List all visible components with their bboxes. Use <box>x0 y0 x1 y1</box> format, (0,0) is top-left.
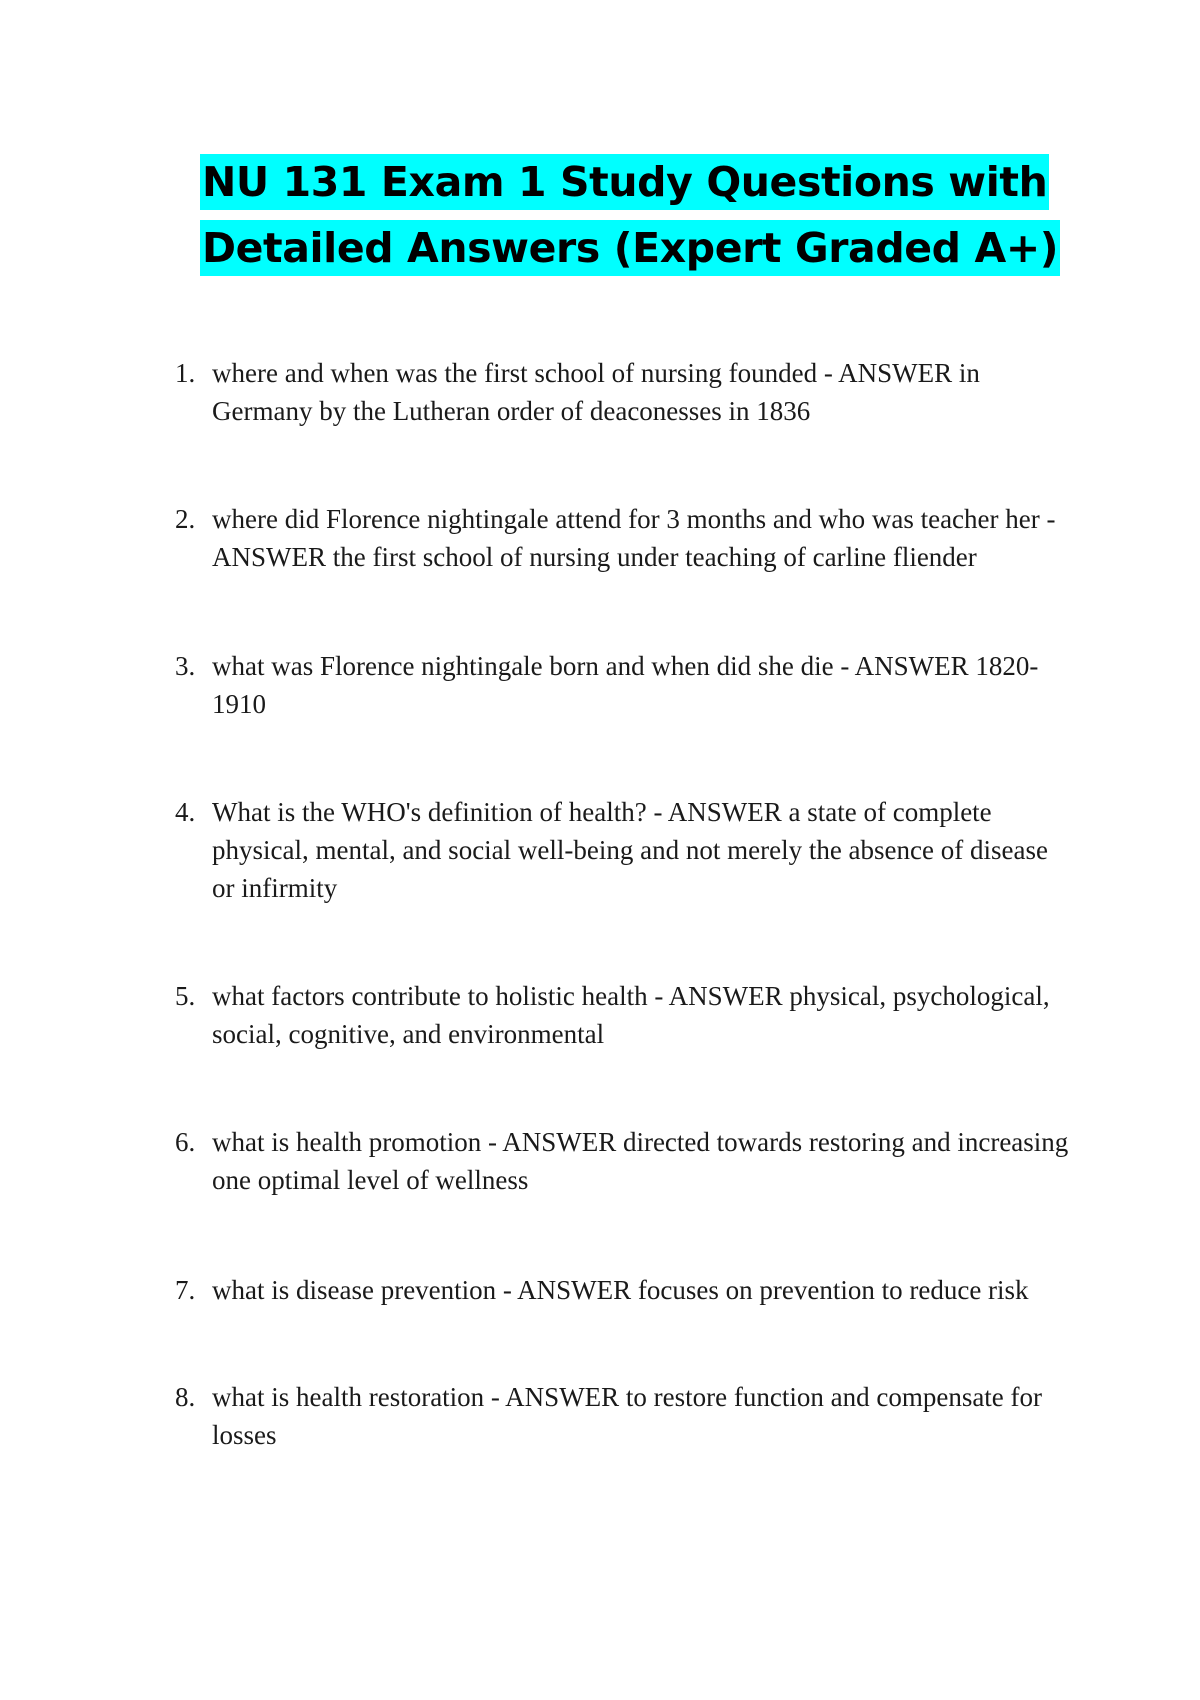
question-number: 4. <box>175 797 196 827</box>
question-number: 5. <box>175 981 196 1011</box>
question-text: what factors contribute to holistic health - ANSWER physical, psychological, social, cognitive, and environmental <box>212 981 1050 1049</box>
question-number: 2. <box>175 504 196 534</box>
title-line-1: NU 131 Exam 1 Study Questions with <box>200 154 1049 210</box>
question-item <box>175 977 1070 1053</box>
question-item <box>175 1271 1070 1309</box>
question-item <box>175 354 1070 430</box>
question-text: what was Florence nightingale born and when did she die - ANSWER 1820-1910 <box>212 651 1039 719</box>
question-number: 7. <box>175 1275 196 1305</box>
question-number: 8. <box>175 1382 196 1412</box>
question-item <box>175 1123 1070 1199</box>
question-item <box>175 500 1070 576</box>
question-text: what is health restoration - ANSWER to restore function and compensate for losses <box>212 1382 1043 1450</box>
question-text: what is disease prevention - ANSWER focuses on prevention to reduce risk <box>212 1275 1029 1305</box>
question-item <box>175 1378 1070 1454</box>
question-number: 6. <box>175 1127 196 1157</box>
question-number: 1. <box>175 358 196 388</box>
question-text: where and when was the first school of nursing founded - ANSWER in Germany by the Lutheran order of deaconesses in 1836 <box>212 358 980 426</box>
question-item <box>175 647 1070 723</box>
question-text: where did Florence nightingale attend for 3 months and who was teacher her - ANSWER the first school of nursing under teaching of carline fliender <box>212 504 1056 572</box>
question-text: What is the WHO's definition of health? - ANSWER a state of complete physical, mental, and social well-being and not merely the absence of disease or infirmity <box>212 797 1048 903</box>
question-number: 3. <box>175 651 196 681</box>
question-item <box>175 793 1070 907</box>
question-text: what is health promotion - ANSWER directed towards restoring and increasing one optimal level of wellness <box>212 1127 1069 1195</box>
title-line-2: Detailed Answers (Expert Graded A+) <box>200 220 1060 276</box>
